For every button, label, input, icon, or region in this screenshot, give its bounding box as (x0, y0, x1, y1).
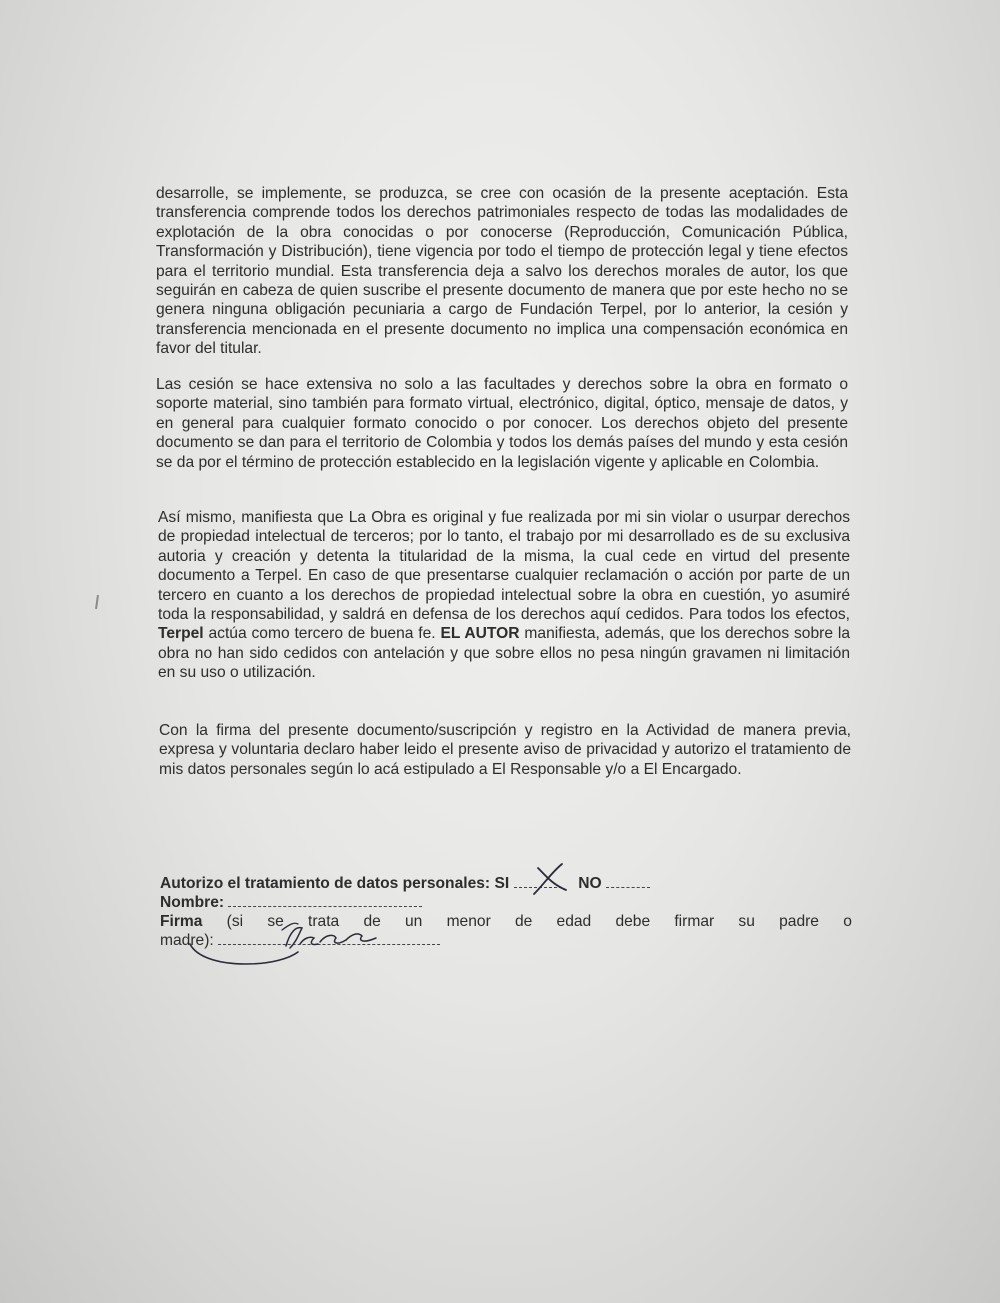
signature-label-word: su (738, 913, 755, 930)
name-label: Nombre: (160, 894, 225, 911)
paragraph-text: Así mismo, manifiesta que La Obra es original y fue realizada por mi sin violar o usurpar derechos de propiedad intelectual de terceros; por lo tanto, el trabajo por mi desarrollado es de su exclusiva autoria y creación y detenta la titularidad de la misma, la cual cede en virtud del presente documento a Terpel. En caso de que presentarse cualquier reclamación o acción por parte de un tercero en cuanto a los derechos de propiedad intelectual sobre la obra en cuestión, yo asumiré toda la responsabilidad, y saldrá en defensa de los derechos aquí cedidos. Para todos los efectos, (158, 509, 850, 624)
name-row (160, 893, 852, 912)
signature-blank[interactable] (218, 932, 440, 945)
signature-end-row (160, 931, 852, 950)
paragraph-text: manifiesta, además, que los derechos sobre la obra no han sido cedidos con antelación y que sobre ellos no pesa ningún gravamen ni limitación en su uso o utilización. (158, 625, 850, 682)
paragraph-text: Las cesión se hace extensiva no solo a las facultades y derechos sobre la obra en formato o soporte material, sino también para formato virtual, electrónico, digital, óptico, mensaje de datos, y en general para cualquier formato conocido o por conocer. Los derechos objeto del presente documento se dan para el territorio de Colombia y todos los demás países del mundo y esta cesión se da por el término de protección establecido en la legislación vigente y aplicable en Colombia. (156, 376, 848, 471)
signature-label-word: edad (556, 913, 592, 930)
consent-row (160, 874, 852, 893)
signature-label-end: madre): (160, 932, 214, 949)
signature-label-word: de (514, 913, 533, 930)
consent-label: Autorizo el tratamiento de datos personales: SI (160, 875, 510, 892)
signature-label-word: debe (615, 913, 651, 930)
signature-label-word: se (267, 913, 284, 930)
signature-label-row (160, 912, 852, 931)
signature-label-word: menor (446, 913, 491, 930)
signature-label-word: trata (308, 913, 340, 930)
paragraph-cession-transfer (156, 184, 848, 359)
consent-no-label: NO (578, 875, 602, 892)
signature-label-word: de (363, 913, 381, 930)
paragraph-privacy-consent (159, 721, 851, 779)
margin-pen-mark (95, 595, 99, 609)
signature-label-word: firmar (674, 913, 715, 930)
paragraph-originality (158, 508, 850, 683)
paragraph-text: actúa como tercero de buena fe. (203, 625, 441, 643)
paragraph-text: Con la firma del presente documento/suscripción y registro en la Actividad de manera previa, expresa y voluntaria declaro haber leido el presente aviso de privacidad y autorizo el tratamiento de mis datos personales según lo acá estipulado a El Responsable y/o a El Encargado. (159, 722, 851, 778)
signature-label-word: (si (226, 913, 244, 930)
consent-si-blank[interactable] (514, 875, 562, 888)
paragraph-cession-extent (156, 375, 848, 472)
signature-label-word: o (843, 913, 852, 930)
consent-form (160, 874, 852, 950)
name-blank[interactable] (228, 894, 422, 907)
signature-label-word: Firma (160, 913, 203, 930)
consent-no-blank[interactable] (606, 875, 650, 888)
signature-label-word: padre (779, 913, 819, 930)
paragraph-text: desarrolle, se implemente, se produzca, se cree con ocasión de la presente aceptación. Esta transferencia comprende todos los derechos patrimoniales respecto de todas las modalidades de explotación de la obra conocidas o por conocerse (Reproducción, Comunicación Pública, Transformación y Distribución), tiene vigencia por todo el tiempo de protección legal y tiene efectos para el territorio mundial. Esta transferencia deja a salvo los derechos morales de autor, los que seguirán en cabeza de quien suscribe el presente documento de manera que por este hecho no se genera ninguna obligación pecuniaria a cargo de Fundación Terpel, por lo anterior, la cesión y transferencia mencionada en el presente documento no implica una compensación económica en favor del titular. (156, 185, 848, 358)
bold-text: Terpel (158, 625, 204, 643)
signature-label-word: un (405, 913, 423, 930)
bold-text: EL AUTOR (440, 625, 520, 643)
